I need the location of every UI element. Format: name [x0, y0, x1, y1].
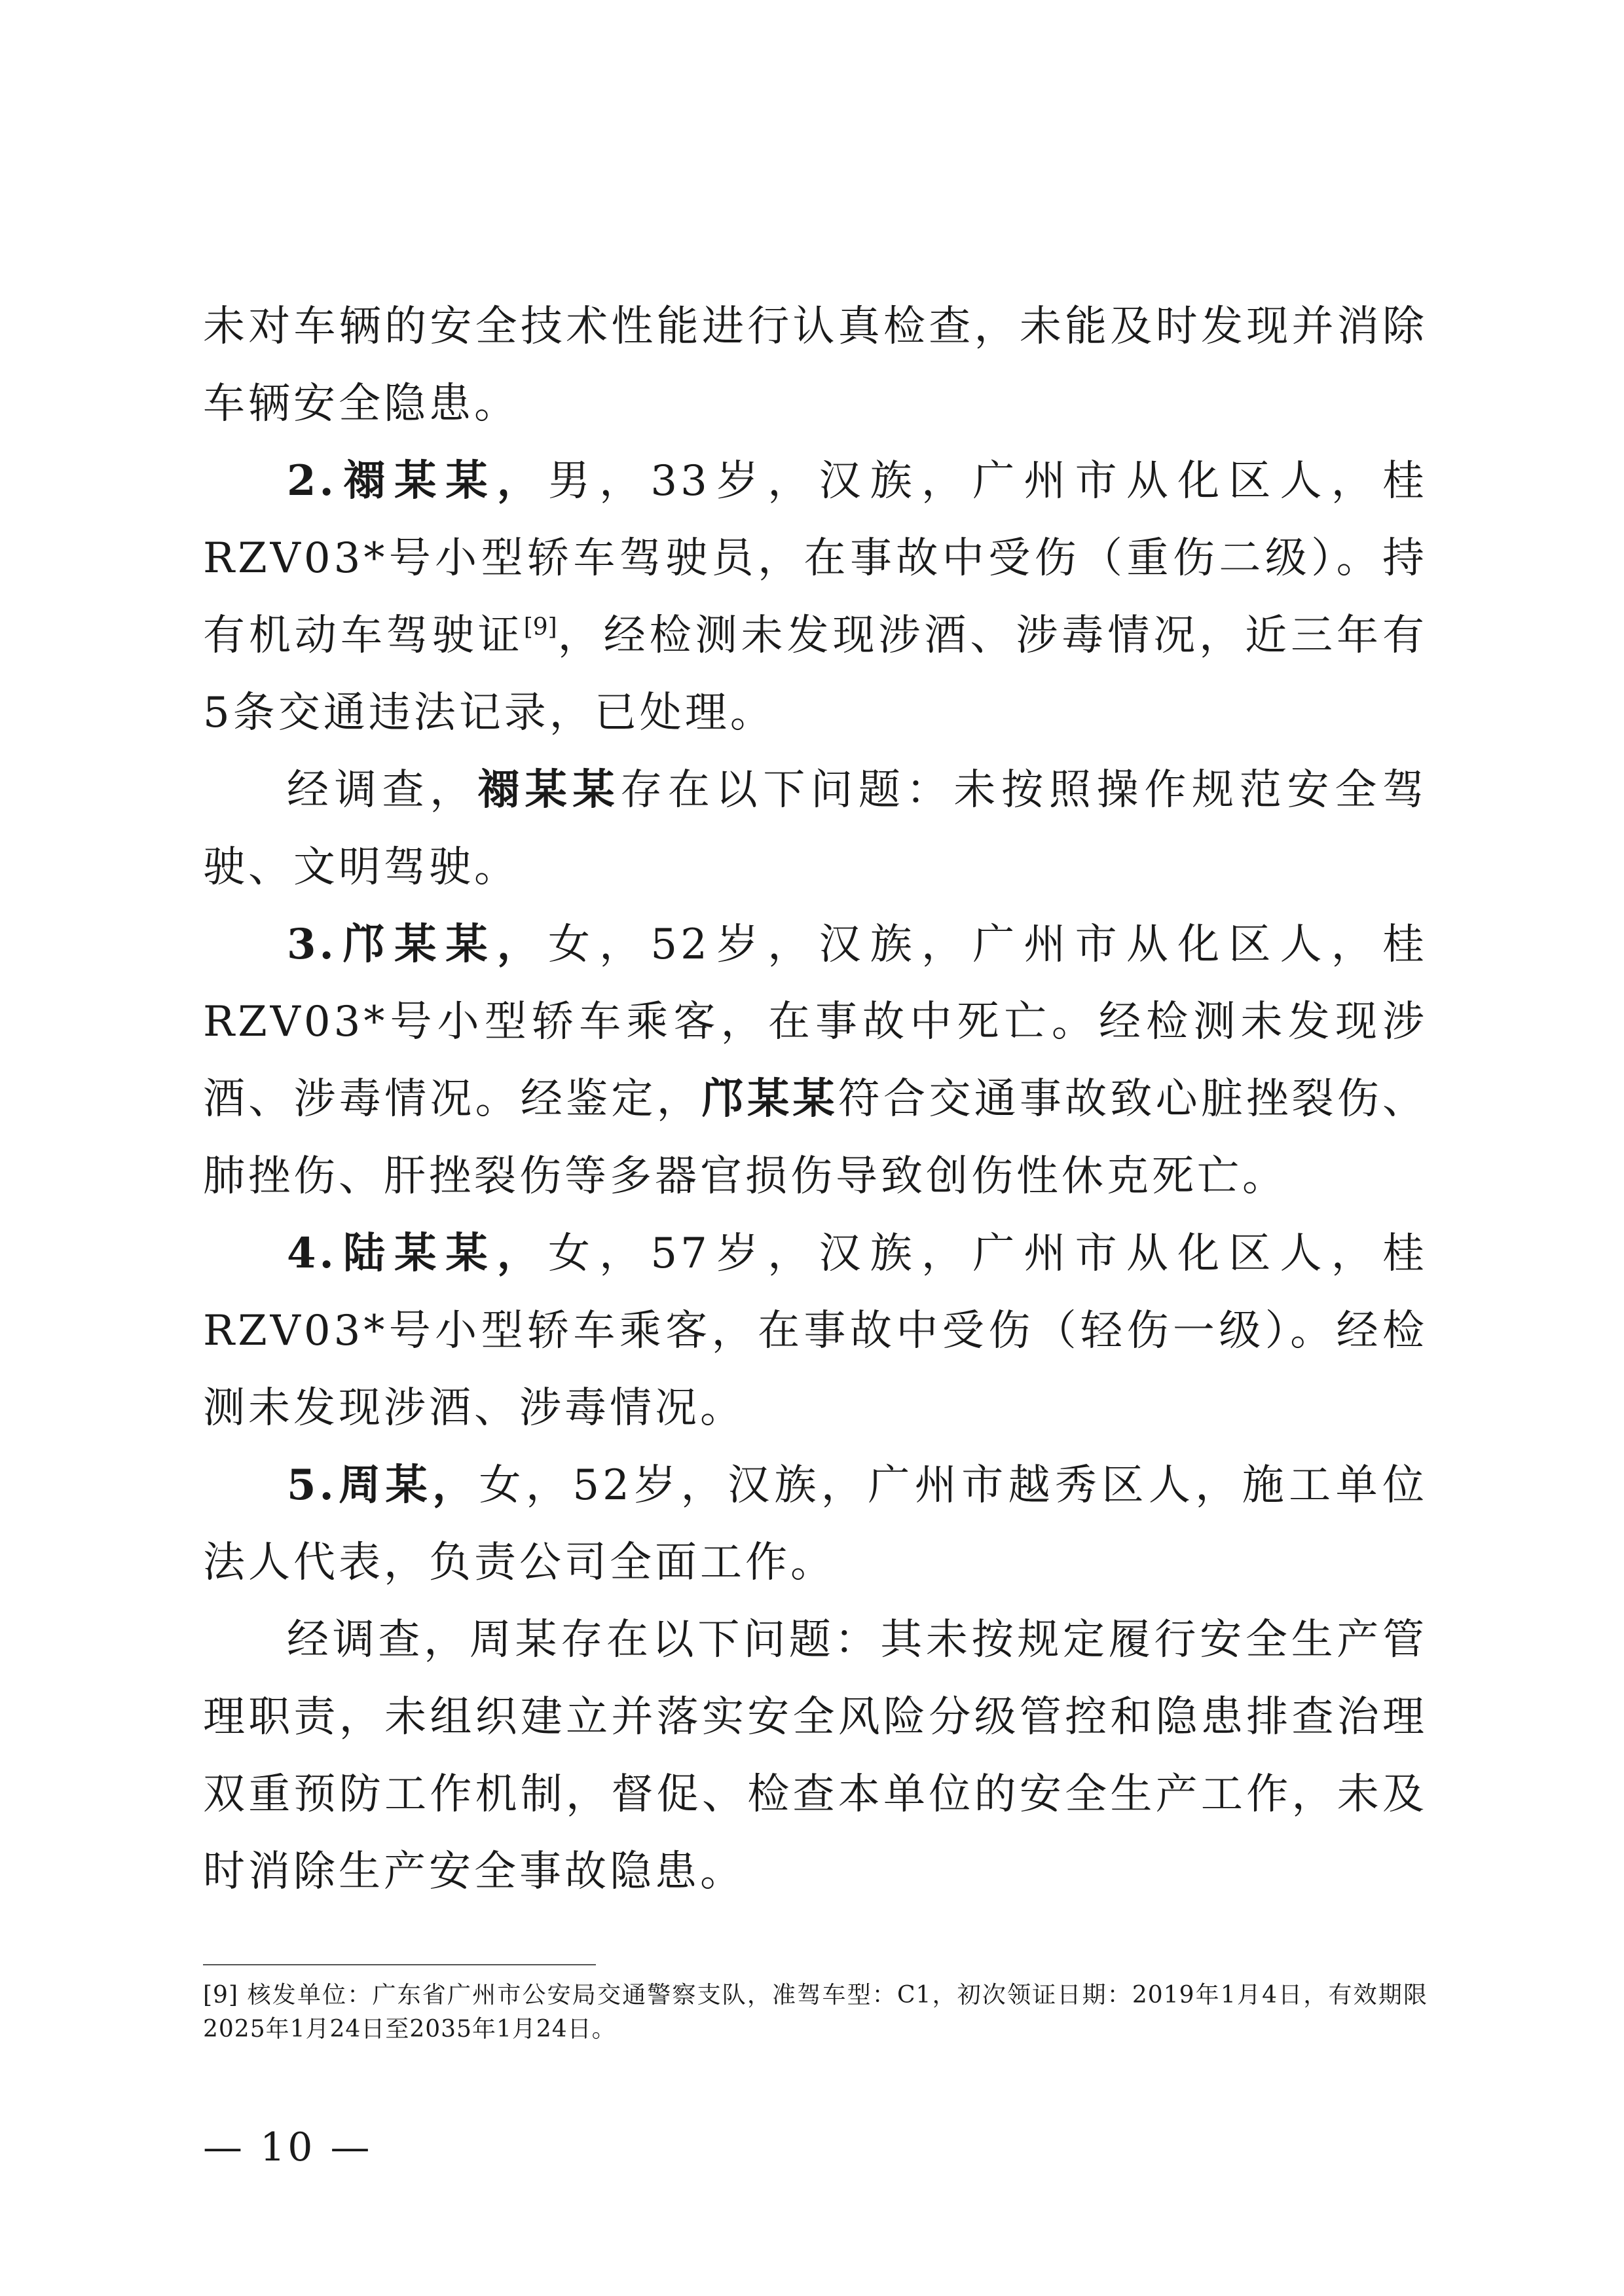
paragraph-4-text: 女，52岁，汉族，广州市从化区人，桂RZV03*号小型轿车乘客，在事故中死亡。经检测未发现涉酒、涉毒情况。经鉴定， — [203, 920, 1428, 1123]
footnote-reference[interactable]: [9] — [523, 613, 557, 641]
paragraph-6-text: 女，52岁，汉族，广州市越秀区人，施工单位法人代表，负责公司全面工作。 — [203, 1461, 1428, 1587]
paragraph-1-text: 未对车辆的安全技术性能进行认真检查，未能及时发现并消除车辆安全隐患。 — [203, 302, 1428, 428]
footnote-text: 核发单位：广东省广州市公安局交通警察支队，准驾车型：C1，初次领证日期：2019年1月4日，有效期限2025年1月24日至2035年1月24日。 — [203, 1982, 1428, 2043]
paragraph-6 — [203, 1447, 1428, 1601]
paragraph-2 — [203, 443, 1428, 752]
paragraph-7 — [203, 1601, 1428, 1910]
footnote-divider — [203, 1964, 596, 1965]
paragraph-3-text: 存在以下问题：未按照操作规范安全驾驶、文明驾驶。 — [203, 766, 1428, 892]
paragraph-1 — [203, 288, 1428, 443]
paragraph-4-text-after: 符合交通事故致心脏挫裂伤、肺挫伤、肝挫裂伤等多器官损伤导致创伤性休克死亡。 — [203, 1075, 1428, 1201]
paragraph-5 — [203, 1215, 1428, 1447]
document-body — [203, 288, 1428, 1910]
footnote-marker: [9] — [203, 1982, 238, 2009]
paragraph-3-pre: 经调查， — [287, 766, 477, 814]
paragraph-4 — [203, 906, 1428, 1215]
person-heading-lu: 4.陆某某， — [287, 1229, 548, 1278]
paragraph-2-text: 男，33岁，汉族，广州市从化区人，桂RZV03*号小型轿车驾驶员，在事故中受伤（重伤二级）。持有机动车驾驶证 — [203, 457, 1428, 660]
paragraph-5-text: 女，57岁，汉族，广州市从化区人，桂RZV03*号小型轿车乘客，在事故中受伤（轻伤一级）。经检测未发现涉酒、涉毒情况。 — [203, 1230, 1428, 1432]
person-heading-kuang: 3.邝某某， — [287, 920, 548, 969]
paragraph-7-text: 经调查，周某存在以下问题：其未按规定履行安全生产管理职责，未组织建立并落实安全风险分级管控和隐患排查治理双重预防工作机制，督促、检查本单位的安全生产工作，未及时消除生产安全事故隐患。 — [203, 1616, 1428, 1896]
person-name-xuan: 禤某某 — [477, 765, 621, 814]
paragraph-2-text-after: ，经检测未发现涉酒、涉毒情况，近三年有5条交通违法记录，已处理。 — [203, 611, 1428, 737]
person-heading-xuan: 2.禤某某， — [287, 456, 548, 505]
footnote — [203, 1978, 1428, 2047]
paragraph-3 — [203, 752, 1428, 906]
person-heading-zhou: 5.周某， — [287, 1461, 479, 1510]
page-number: — 10 — — [203, 2124, 373, 2170]
person-name-kuang: 邝某某 — [701, 1074, 838, 1123]
